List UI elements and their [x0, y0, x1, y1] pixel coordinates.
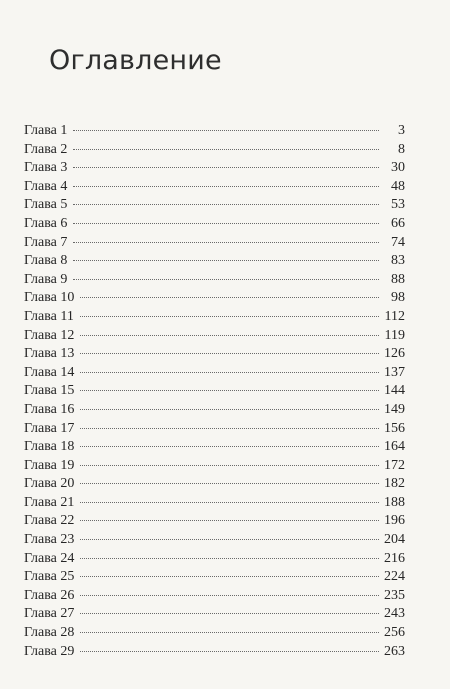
toc-entry[interactable] [24, 568, 405, 587]
toc-entry-label: Глава 26 [24, 587, 75, 603]
toc-entry-label: Глава 21 [24, 494, 75, 510]
toc-entry-label: Глава 19 [24, 457, 75, 473]
dot-leader [73, 242, 379, 243]
toc-entry-label: Глава 28 [24, 625, 75, 641]
toc-entry-label: Глава 2 [24, 141, 68, 157]
toc-entry-page-number: 126 [384, 346, 405, 362]
toc-entry-page-number: 48 [391, 178, 405, 194]
toc-entry[interactable] [24, 178, 405, 197]
toc-entry[interactable] [24, 271, 405, 290]
toc-entry-label: Глава 24 [24, 550, 75, 566]
dot-leader [80, 446, 379, 447]
toc-entry-label: Глава 22 [24, 513, 75, 529]
toc-entry-page-number: 156 [384, 420, 405, 436]
toc-entry[interactable] [24, 512, 405, 531]
dot-leader [80, 428, 379, 429]
toc-entry[interactable] [24, 420, 405, 439]
dot-leader [80, 539, 379, 540]
toc-entry-page-number: 196 [384, 513, 405, 529]
toc-entry-page-number: 172 [384, 457, 405, 473]
toc-entry-page-number: 204 [384, 532, 405, 548]
toc-entry[interactable] [24, 624, 405, 643]
toc-entry-label: Глава 20 [24, 476, 75, 492]
dot-leader [73, 279, 379, 280]
dot-leader [73, 167, 379, 168]
toc-entry[interactable] [24, 643, 405, 662]
toc-entry-label: Глава 1 [24, 123, 68, 138]
toc-entry[interactable] [24, 215, 405, 234]
page-title: Оглавление [49, 45, 222, 76]
toc-entry[interactable] [24, 234, 405, 253]
dot-leader [73, 223, 379, 224]
dot-leader [73, 130, 379, 131]
toc-entry[interactable] [24, 252, 405, 271]
toc-entry[interactable] [24, 605, 405, 624]
toc-entry-label: Глава 6 [24, 215, 68, 231]
toc-entry[interactable] [24, 308, 405, 327]
toc-entry-label: Глава 9 [24, 271, 68, 287]
dot-leader [73, 186, 379, 187]
dot-leader [80, 651, 379, 652]
dot-leader [80, 372, 379, 373]
dot-leader [80, 576, 379, 577]
dot-leader [80, 316, 379, 317]
toc-entry-page-number: 137 [384, 364, 405, 380]
dot-leader [73, 260, 379, 261]
toc-entry-label: Глава 8 [24, 253, 68, 269]
toc-entry-page-number: 164 [384, 439, 405, 455]
toc-entry[interactable] [24, 289, 405, 308]
toc-entry-label: Глава 27 [24, 606, 75, 622]
toc-entry-label: Глава 13 [24, 346, 75, 362]
toc-entry-page-number: 216 [384, 550, 405, 566]
dot-leader [73, 204, 379, 205]
toc-entry-page-number: 263 [384, 643, 405, 659]
toc-entry[interactable] [24, 159, 405, 178]
toc-entry-page-number: 149 [384, 401, 405, 417]
dot-leader [80, 613, 379, 614]
toc-entry[interactable] [24, 494, 405, 513]
dot-leader [80, 465, 379, 466]
toc-entry-page-number: 256 [384, 625, 405, 641]
toc-entry-page-number: 182 [384, 476, 405, 492]
toc-entry-label: Глава 17 [24, 420, 75, 436]
toc-entry-page-number: 74 [391, 234, 405, 250]
toc-entry-label: Глава 5 [24, 197, 68, 213]
dot-leader [80, 297, 379, 298]
toc-entry-page-number: 119 [384, 327, 405, 343]
dot-leader [80, 632, 379, 633]
toc-entry-label: Глава 12 [24, 327, 75, 343]
toc-entry-label: Глава 29 [24, 643, 75, 659]
toc-entry-label: Глава 10 [24, 290, 75, 306]
toc-entry-page-number: 88 [391, 271, 405, 287]
toc-entry-label: Глава 4 [24, 178, 68, 194]
toc-entry[interactable] [24, 457, 405, 476]
toc-entry-label: Глава 15 [24, 383, 75, 399]
dot-leader [73, 149, 379, 150]
toc-entry[interactable] [24, 382, 405, 401]
toc-entry[interactable] [24, 475, 405, 494]
toc-entry[interactable] [24, 122, 405, 141]
toc-entry-label: Глава 14 [24, 364, 75, 380]
dot-leader [80, 409, 379, 410]
toc-entry[interactable] [24, 345, 405, 364]
toc-entry-label: Глава 18 [24, 439, 75, 455]
toc-entry-page-number: 8 [398, 141, 405, 157]
toc-entry-page-number: 235 [384, 587, 405, 603]
dot-leader [80, 483, 379, 484]
toc-entry[interactable] [24, 438, 405, 457]
toc-entry-page-number: 30 [391, 160, 405, 176]
dot-leader [80, 520, 379, 521]
dot-leader [80, 558, 379, 559]
toc-entry-page-number: 224 [384, 569, 405, 585]
table-of-contents [24, 122, 405, 661]
dot-leader [80, 502, 379, 503]
toc-entry-page-number: 188 [384, 494, 405, 510]
dot-leader [80, 353, 379, 354]
dot-leader [80, 335, 379, 336]
toc-entry[interactable] [24, 531, 405, 550]
toc-entry-label: Глава 11 [24, 308, 74, 324]
toc-entry-page-number: 3 [398, 123, 405, 138]
toc-entry-page-number: 66 [391, 215, 405, 231]
toc-entry[interactable] [24, 141, 405, 160]
toc-entry-label: Глава 25 [24, 569, 75, 585]
toc-entry[interactable] [24, 401, 405, 420]
toc-entry[interactable] [24, 196, 405, 215]
toc-entry[interactable] [24, 364, 405, 383]
toc-entry-page-number: 112 [384, 308, 405, 324]
toc-entry-page-number: 243 [384, 606, 405, 622]
toc-entry[interactable] [24, 327, 405, 346]
toc-entry-page-number: 144 [384, 383, 405, 399]
toc-entry[interactable] [24, 587, 405, 606]
toc-entry-label: Глава 16 [24, 401, 75, 417]
toc-entry-page-number: 53 [391, 197, 405, 213]
dot-leader [80, 595, 379, 596]
toc-entry-label: Глава 3 [24, 160, 68, 176]
dot-leader [80, 390, 379, 391]
toc-entry[interactable] [24, 550, 405, 569]
toc-entry-page-number: 83 [391, 253, 405, 269]
toc-entry-page-number: 98 [391, 290, 405, 306]
toc-entry-label: Глава 7 [24, 234, 68, 250]
toc-entry-label: Глава 23 [24, 532, 75, 548]
